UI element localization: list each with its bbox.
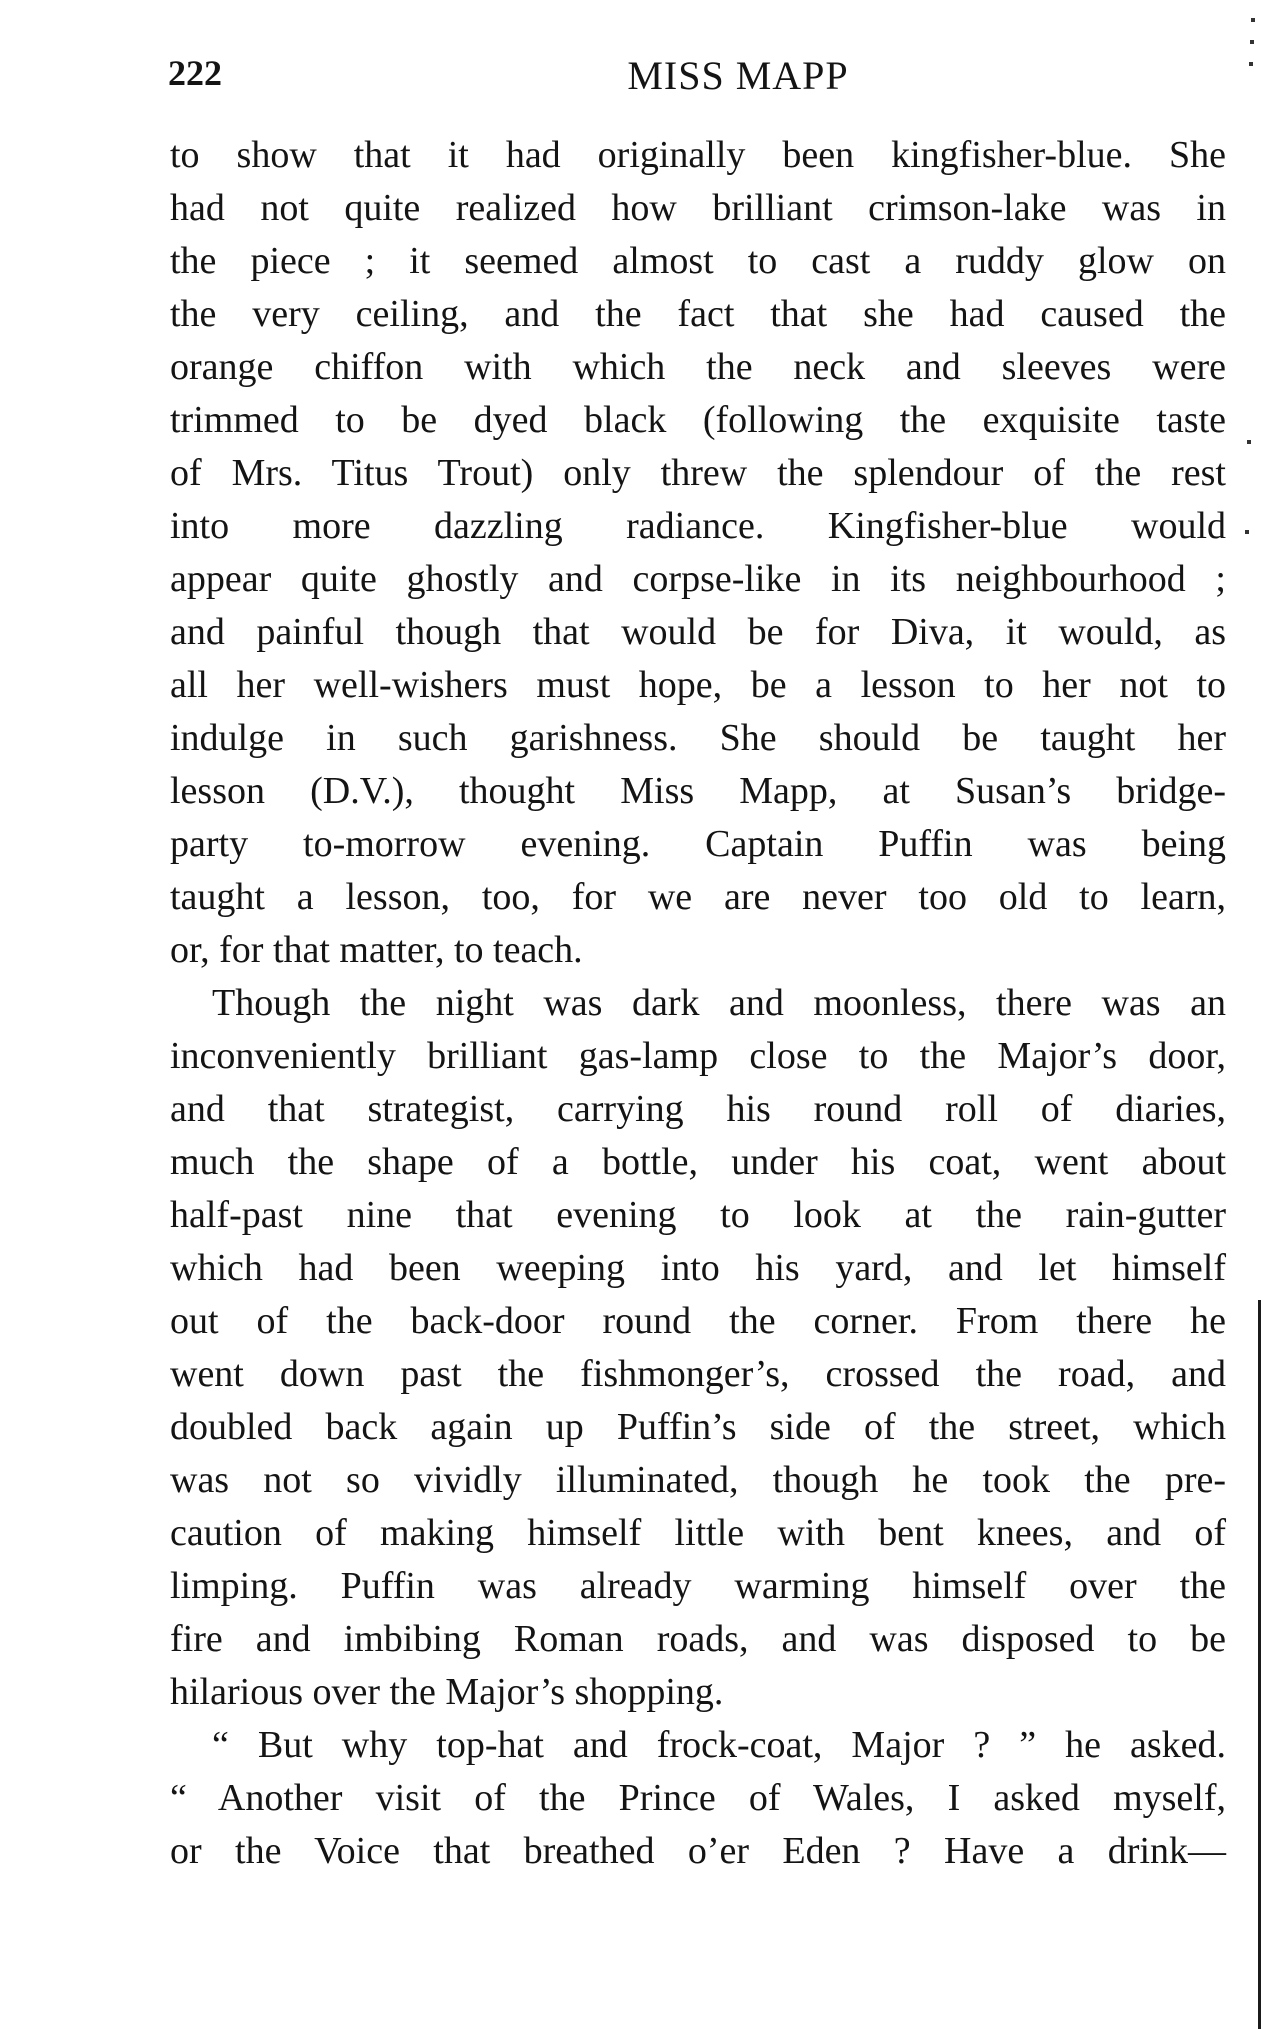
- text-line: went down past the fishmonger’s, crossed the road, and: [170, 1353, 1226, 1395]
- text-line: the very ceiling, and the fact that she had caused the: [170, 293, 1226, 335]
- page-number: 222: [168, 53, 222, 93]
- text-line: and that strategist, carrying his round roll of diaries,: [170, 1088, 1226, 1130]
- text-line: out of the back-door round the corner. From there he: [170, 1300, 1226, 1342]
- text-line: the piece ; it seemed almost to cast a ruddy glow on: [170, 240, 1226, 282]
- text-line: limping. Puffin was already warming himself over the: [170, 1565, 1226, 1607]
- text-line: trimmed to be dyed black (following the exquisite taste: [170, 399, 1226, 441]
- scan-gutter-edge: [1233, 0, 1263, 2029]
- text-line: all her well-wishers must hope, be a lesson to her not to: [170, 664, 1226, 706]
- text-line: orange chiffon with which the neck and sleeves were: [170, 346, 1226, 388]
- running-head: MISS MAPP: [627, 53, 849, 98]
- text-line: of Mrs. Titus Trout) only threw the splendour of the rest: [170, 452, 1226, 494]
- text-line: half-past nine that evening to look at the rain-gutter: [170, 1194, 1226, 1236]
- text-line: which had been weeping into his yard, and let himself: [170, 1247, 1226, 1289]
- text-line: taught a lesson, too, for we are never too old to learn,: [170, 876, 1226, 918]
- text-line: indulge in such garishness. She should be taught her: [170, 717, 1226, 759]
- text-line: inconveniently brilliant gas-lamp close to the Major’s door,: [170, 1035, 1226, 1077]
- text-line: fire and imbibing Roman roads, and was disposed to be: [170, 1618, 1226, 1660]
- text-line: “ But why top-hat and frock-coat, Major ? ” he asked.: [212, 1724, 1226, 1766]
- text-line: doubled back again up Puffin’s side of the street, which: [170, 1406, 1226, 1448]
- text-line: hilarious over the Major’s shopping.: [170, 1671, 724, 1713]
- text-line: or, for that matter, to teach.: [170, 929, 583, 971]
- text-line: appear quite ghostly and corpse-like in its neighbourhood ;: [170, 558, 1226, 600]
- page-header: [168, 52, 1228, 112]
- text-line: into more dazzling radiance. Kingfisher-blue would: [170, 505, 1226, 547]
- text-line: party to-morrow evening. Captain Puffin was being: [170, 823, 1226, 865]
- text-line: “ Another visit of the Prince of Wales, I asked myself,: [170, 1777, 1226, 1819]
- text-line: had not quite realized how brilliant crimson-lake was in: [170, 187, 1226, 229]
- text-line: Though the night was dark and moonless, there was an: [212, 982, 1226, 1024]
- gutter-rule: [1258, 1300, 1261, 2029]
- text-line: was not so vividly illuminated, though he took the pre-: [170, 1459, 1226, 1501]
- text-line: and painful though that would be for Diva, it would, as: [170, 611, 1226, 653]
- text-line: much the shape of a bottle, under his coat, went about: [170, 1141, 1226, 1183]
- body-text: [170, 129, 1226, 1878]
- text-line: or the Voice that breathed o’er Eden ? Have a drink—: [170, 1830, 1226, 1872]
- text-line: caution of making himself little with bent knees, and of: [170, 1512, 1226, 1554]
- text-line: lesson (D.V.), thought Miss Mapp, at Susan’s bridge-: [170, 770, 1226, 812]
- text-line: to show that it had originally been kingfisher-blue. She: [170, 134, 1226, 176]
